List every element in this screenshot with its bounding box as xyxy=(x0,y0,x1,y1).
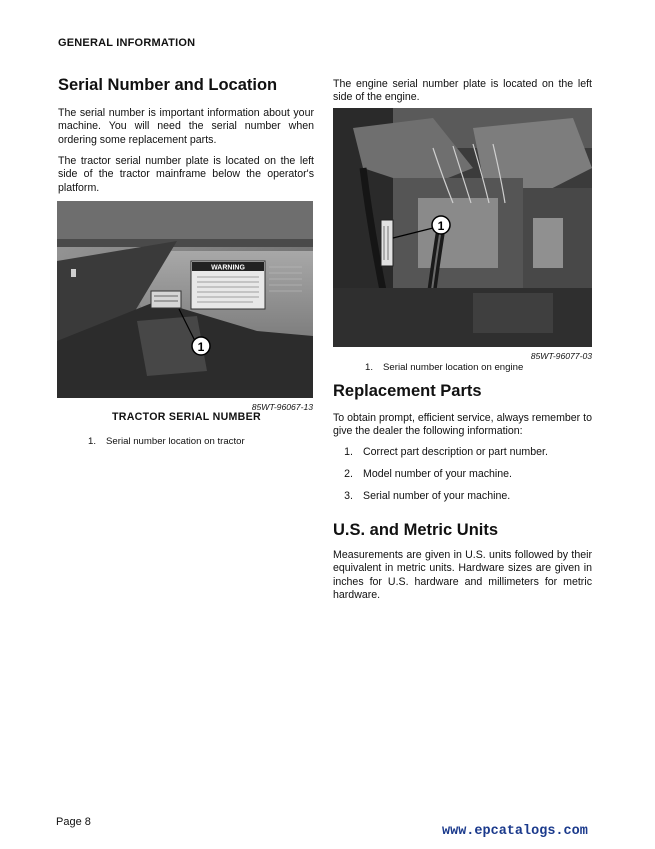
serial-heading: Serial Number and Location xyxy=(58,76,278,94)
figure-caption xyxy=(88,436,245,447)
list-item-number: 2. xyxy=(344,468,353,480)
callout-number: 1 xyxy=(197,340,205,354)
list-item-text: Correct part description or part number. xyxy=(363,446,548,458)
page-number: Page 8 xyxy=(56,816,91,828)
warning-decal-text: WARNING xyxy=(211,264,245,272)
serial-paragraph-2: The tractor serial number plate is located on the left side of the tractor mainframe below the operator's platform. xyxy=(58,155,314,194)
engine-serial-photo xyxy=(333,108,592,347)
list-item-text: Serial number of your machine. xyxy=(363,490,511,502)
serial-paragraph-1: The serial number is important information about your machine. You will need the serial number when ordering some replacement parts. xyxy=(58,107,314,146)
units-heading: U.S. and Metric Units xyxy=(333,521,499,539)
section-header: GENERAL INFORMATION xyxy=(58,37,196,49)
replacement-intro: To obtain prompt, efficient service, always remember to give the dealer the following information: xyxy=(333,412,592,438)
list-item xyxy=(333,446,548,468)
parts-info-list xyxy=(333,446,548,512)
engine-figure-code: 85WT-96077-03 xyxy=(530,351,592,361)
figure-code: 85WT-96067-13 xyxy=(251,402,313,412)
list-item-number: 1. xyxy=(344,446,353,458)
engine-caption-number: 1. xyxy=(365,362,374,373)
list-item xyxy=(333,490,548,512)
tractor-serial-photo xyxy=(57,201,313,398)
engine-paragraph: The engine serial number plate is located on the left side of the engine. xyxy=(333,78,592,104)
replacement-heading: Replacement Parts xyxy=(333,382,482,400)
figure-title: TRACTOR SERIAL NUMBER xyxy=(112,411,261,423)
list-item-text: Model number of your machine. xyxy=(363,468,512,480)
engine-caption-text: Serial number location on engine xyxy=(383,362,524,373)
units-paragraph: Measurements are given in U.S. units followed by their equivalent in metric units. Hardware sizes are given in inches for U.S. hardware and millimeters for metric hardware. xyxy=(333,549,592,602)
list-item xyxy=(333,468,548,490)
engine-figure-caption xyxy=(365,362,523,373)
engine-callout-number: 1 xyxy=(437,219,445,233)
caption-number: 1. xyxy=(88,436,97,447)
caption-text: Serial number location on tractor xyxy=(106,436,245,447)
list-item-number: 3. xyxy=(344,490,353,502)
watermark-url: www.epcatalogs.com xyxy=(442,824,588,839)
